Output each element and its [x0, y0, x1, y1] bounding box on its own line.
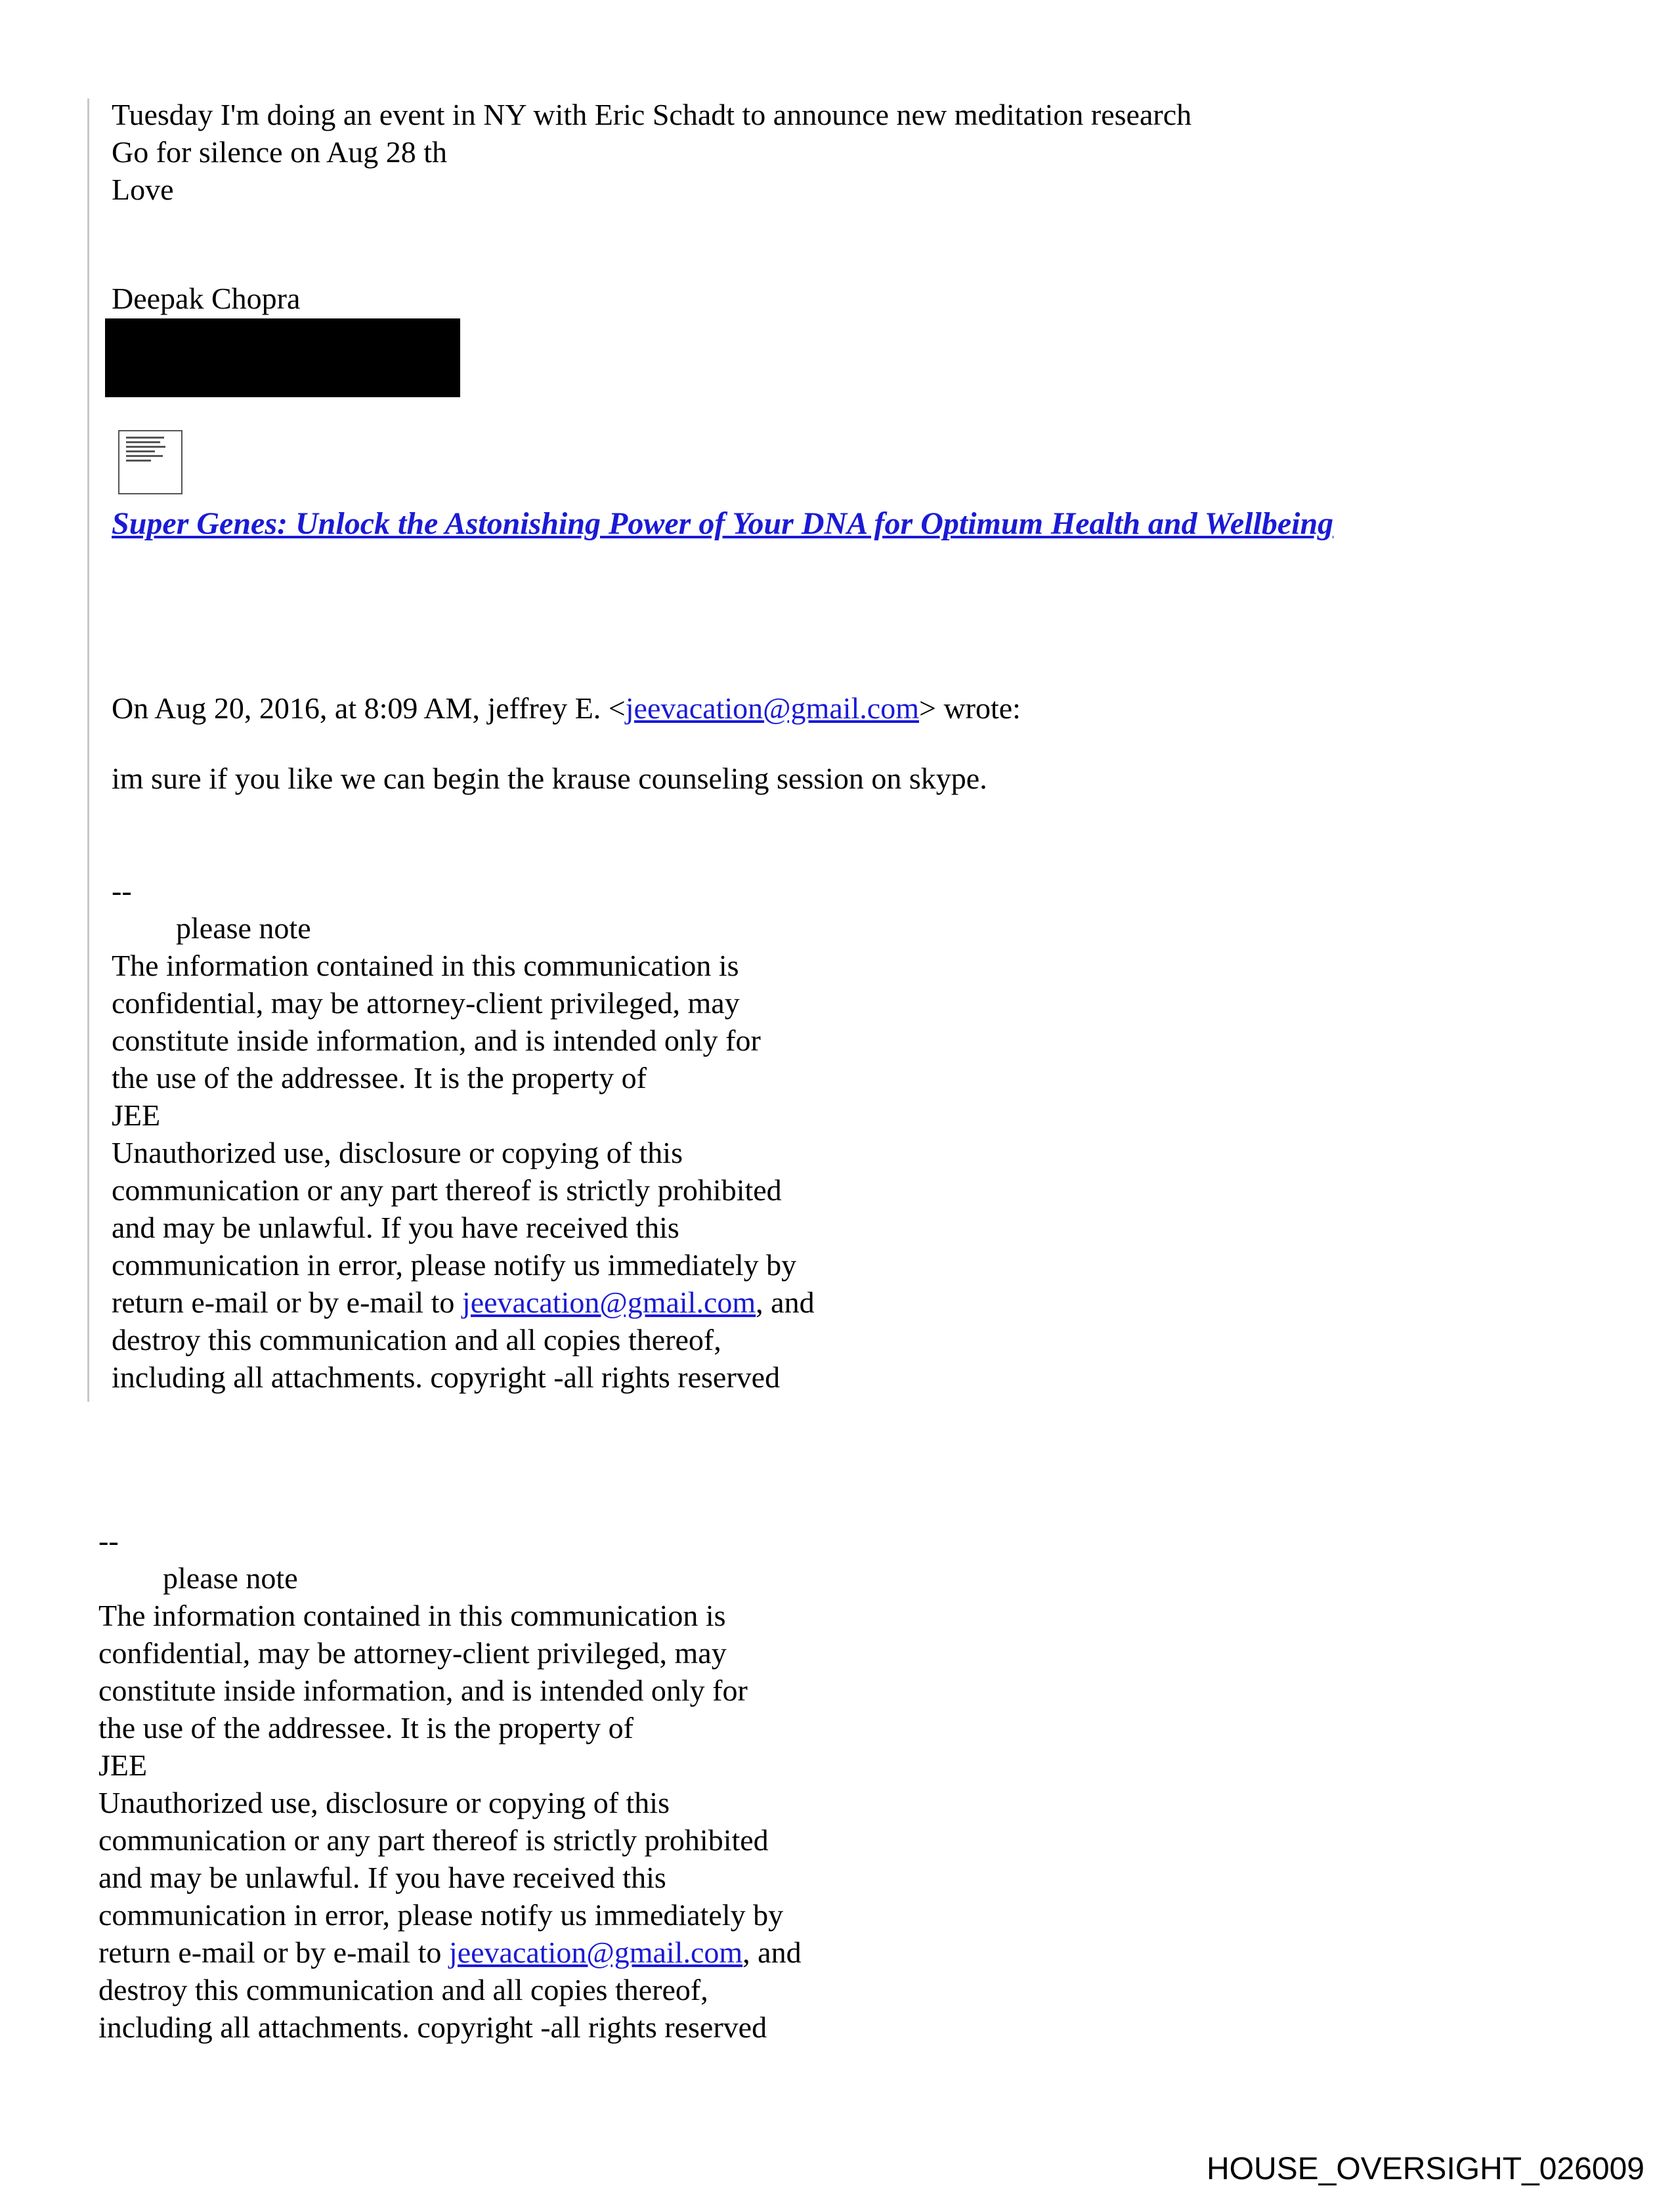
broken-image-icon[interactable] — [118, 430, 182, 494]
disclaimer-2-email-line — [98, 1934, 802, 1971]
disclaimer-1-line: the use of the addressee. It is the property of — [112, 1061, 647, 1095]
signature-name: Deepak Chopra — [112, 282, 301, 315]
reply-line-3: Love — [112, 173, 174, 206]
disclaimer-1-line: communication in error, please notify us immediately by — [112, 1248, 797, 1282]
disclaimer-1-email-prefix: return e-mail or by e-mail to — [112, 1286, 462, 1319]
reply-line-1: Tuesday I'm doing an event in NY with Eric Schadt to announce new meditation research — [112, 98, 1192, 131]
disclaimer-2-line: confidential, may be attorney-client privileged, may — [98, 1636, 727, 1670]
disclaimer-2-email-link[interactable]: jeevacation@gmail.com — [448, 1936, 743, 1969]
quoted-header — [112, 689, 1021, 727]
disclaimer-2-line: and may be unlawful. If you have received this — [98, 1861, 666, 1894]
disclaimer-1-line: communication or any part thereof is strictly prohibited — [112, 1173, 782, 1207]
bates-number: HOUSE_OVERSIGHT_026009 — [1207, 2152, 1644, 2186]
disclaimer-1-email-link[interactable]: jeevacation@gmail.com — [461, 1286, 756, 1319]
disclaimer-1-line: The information contained in this communication is — [112, 949, 739, 982]
disclaimer-1-heading: please note — [176, 911, 311, 945]
disclaimer-2-separator: -- — [98, 1524, 119, 1557]
disclaimer-1-separator: -- — [112, 874, 132, 907]
disclaimer-2-line: JEE — [98, 1748, 148, 1782]
disclaimer-2-email-prefix: return e-mail or by e-mail to — [98, 1936, 449, 1969]
disclaimer-2-email-suffix: , and — [742, 1936, 802, 1969]
disclaimer-1-line: and may be unlawful. If you have received this — [112, 1211, 679, 1244]
disclaimer-1-line: destroy this communication and all copies thereof, — [112, 1323, 721, 1356]
disclaimer-2-line: constitute inside information, and is intended only for — [98, 1674, 748, 1707]
disclaimer-2-line: including all attachments. copyright -all rights reserved — [98, 2010, 767, 2044]
quoted-header-prefix: On Aug 20, 2016, at 8:09 AM, jeffrey E. < — [112, 691, 626, 725]
quoted-header-suffix: > wrote: — [919, 691, 1021, 725]
disclaimer-1-line: Unauthorized use, disclosure or copying of this — [112, 1136, 683, 1169]
disclaimer-1-line: including all attachments. copyright -all rights reserved — [112, 1360, 781, 1394]
disclaimer-2-heading: please note — [163, 1561, 298, 1595]
redaction-block — [105, 318, 460, 397]
quoted-body: im sure if you like we can begin the krause counseling session on skype. — [112, 762, 987, 795]
disclaimer-1-line: confidential, may be attorney-client privileged, may — [112, 986, 740, 1020]
disclaimer-2-line: Unauthorized use, disclosure or copying of this — [98, 1786, 670, 1819]
reply-line-2: Go for silence on Aug 28 th — [112, 135, 448, 169]
disclaimer-1-line: JEE — [112, 1098, 161, 1132]
disclaimer-1-email-line — [112, 1284, 815, 1321]
disclaimer-2-line: The information contained in this communication is — [98, 1599, 726, 1632]
disclaimer-2-line: destroy this communication and all copies thereof, — [98, 1973, 708, 2006]
disclaimer-2-line: the use of the addressee. It is the property of — [98, 1711, 633, 1745]
disclaimer-2-line: communication or any part thereof is strictly prohibited — [98, 1823, 769, 1857]
disclaimer-2-line: communication in error, please notify us immediately by — [98, 1898, 784, 1932]
book-title-link[interactable]: Super Genes: Unlock the Astonishing Power of Your DNA for Optimum Health and Wellbeing — [112, 506, 1334, 541]
disclaimer-1-line: constitute inside information, and is intended only for — [112, 1024, 761, 1057]
quoted-header-email-link[interactable]: jeevacation@gmail.com — [625, 691, 919, 725]
disclaimer-1-email-suffix: , and — [756, 1286, 815, 1319]
quote-bar — [87, 98, 89, 1402]
